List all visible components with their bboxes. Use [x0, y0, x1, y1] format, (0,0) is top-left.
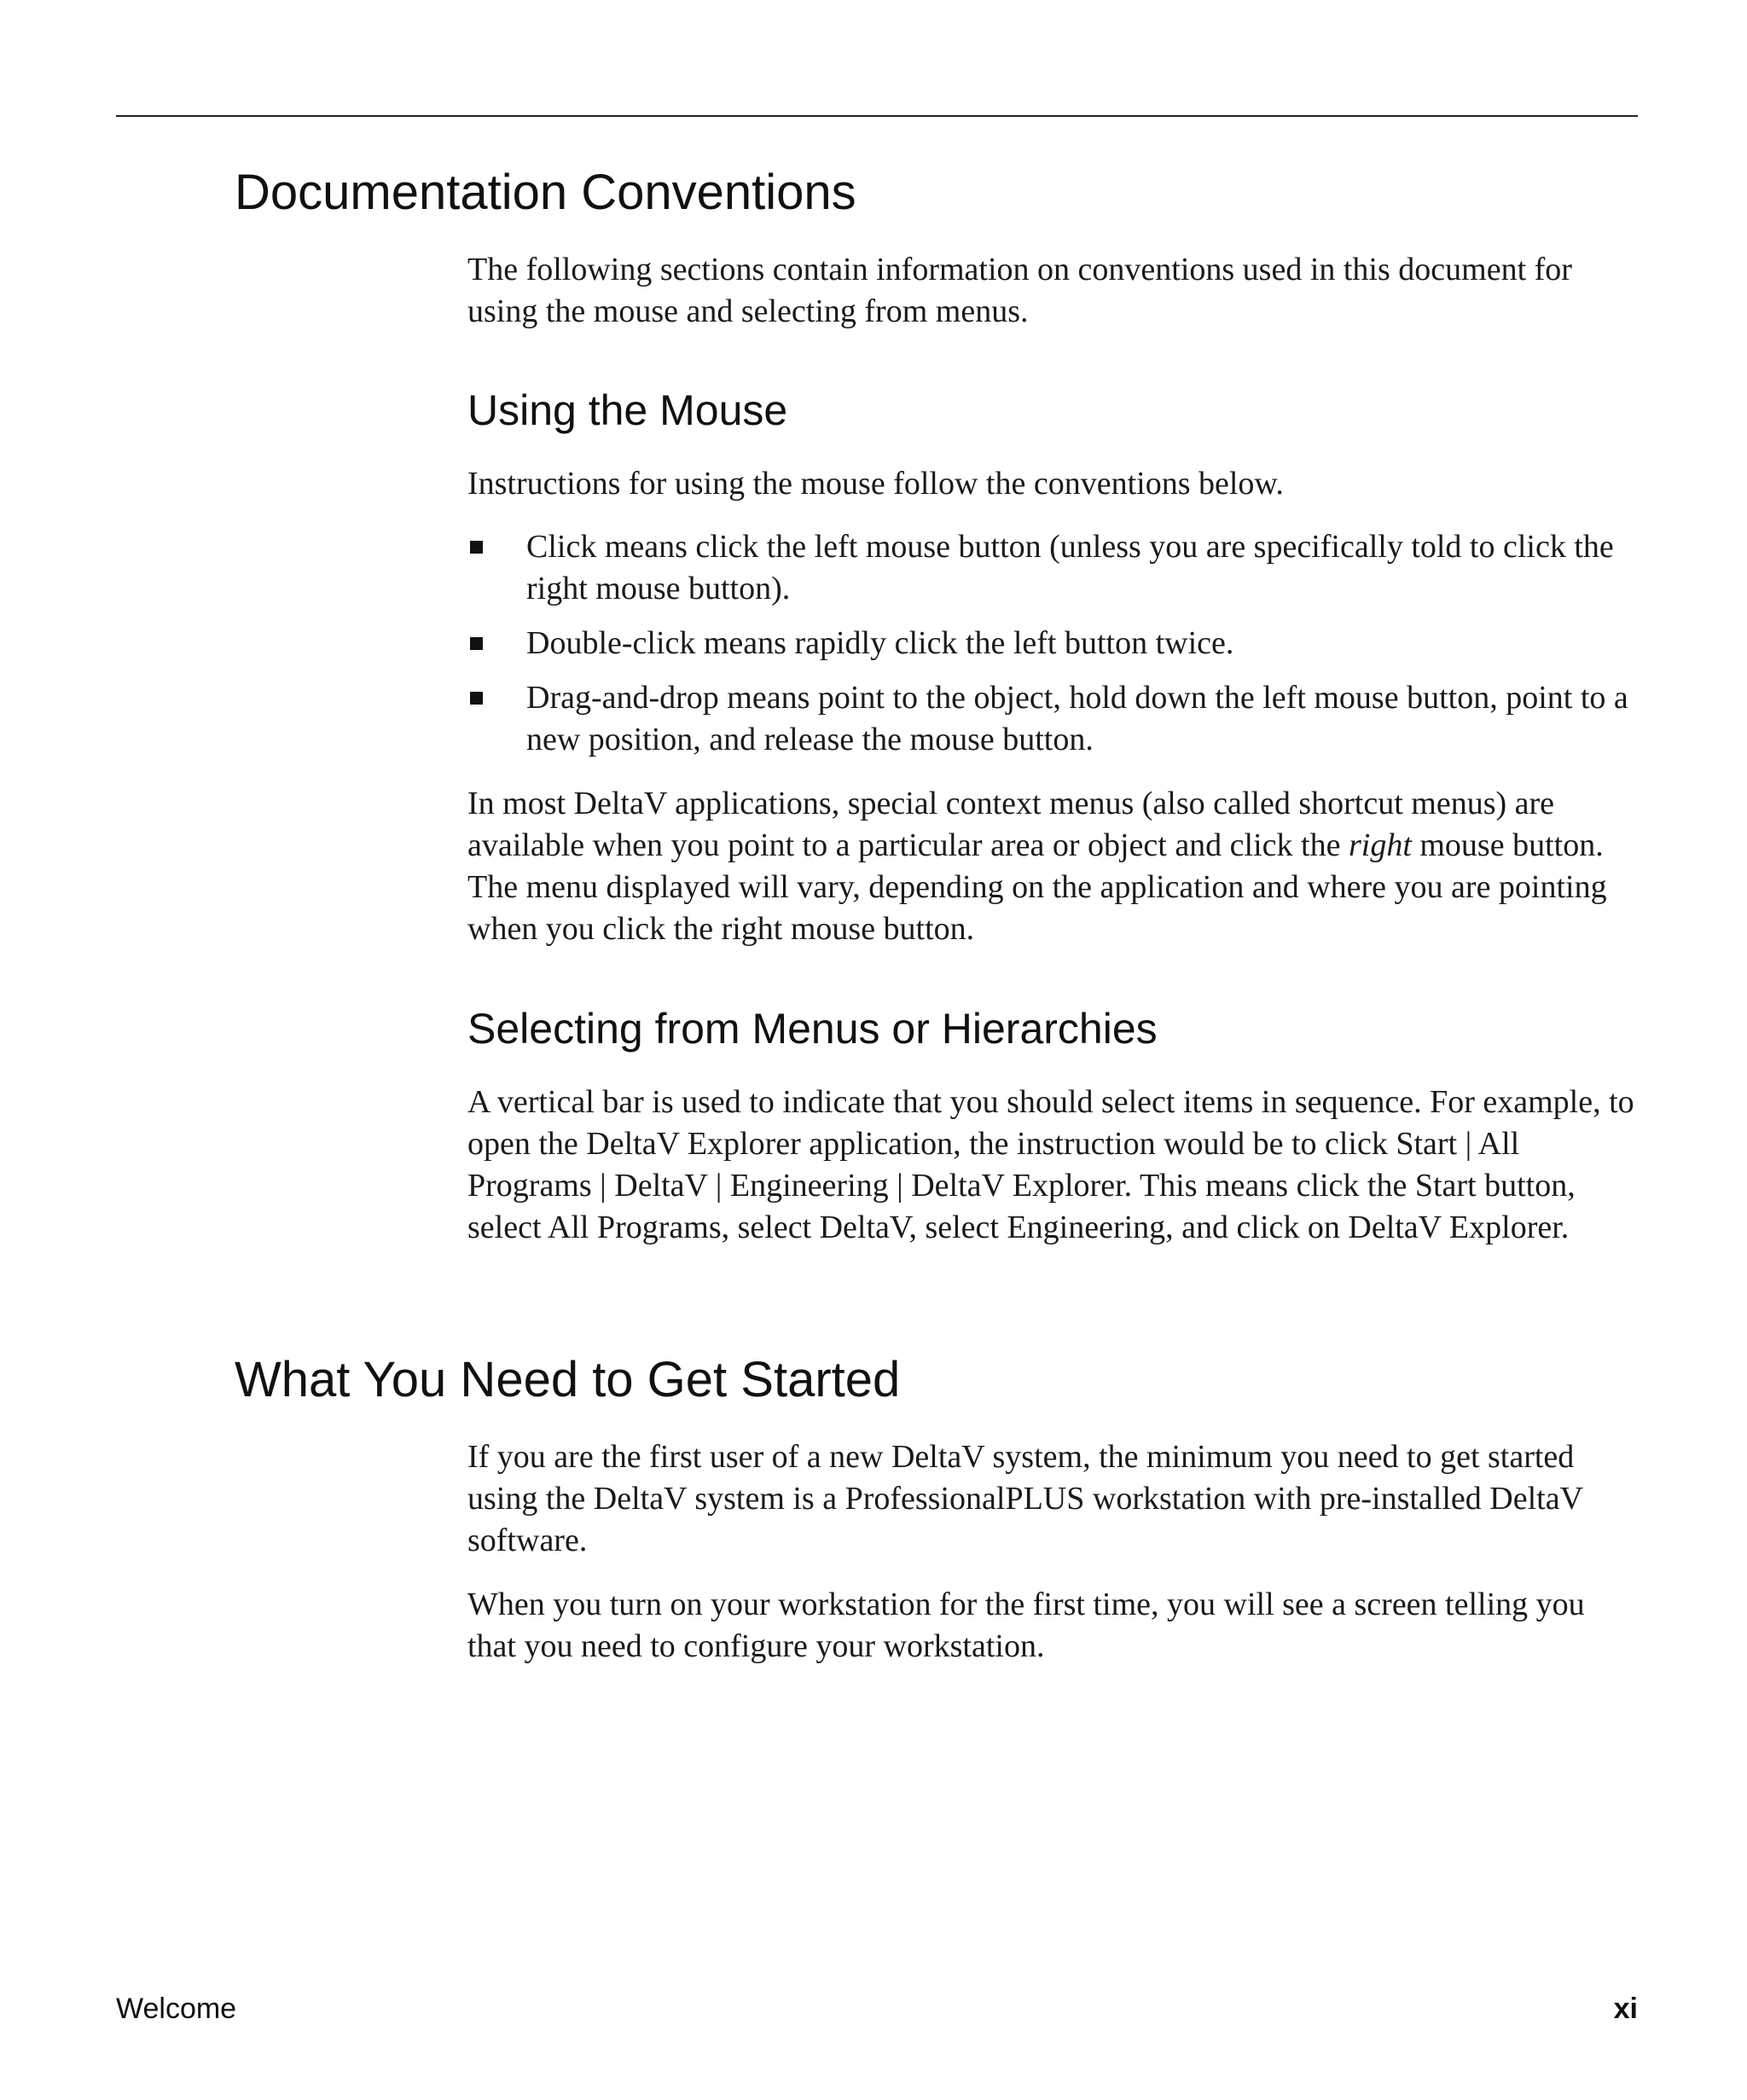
mouse-conventions-list	[467, 526, 1640, 774]
square-bullet-icon	[470, 637, 483, 650]
heading-what-you-need: What You Need to Get Started	[235, 1352, 901, 1407]
list-item	[467, 526, 1640, 610]
list-item-text: Double-click means rapidly click the left button twice.	[526, 625, 1234, 661]
list-item-text: Click means click the left mouse button (unless you are specifically told to click the right mouse button).	[526, 529, 1614, 606]
list-item-text: Drag-and-drop means point to the object, hold down the left mouse button, point to a new position, and release the mouse button.	[526, 680, 1628, 757]
footer-section-name: Welcome	[116, 1993, 237, 2025]
header-rule	[116, 115, 1638, 117]
paragraph-selecting-menus: A vertical bar is used to indicate that you should select items in sequence. For example, to open the DeltaV Explorer application, the instruction would be to click Start | All Programs | DeltaV | Engineering | DeltaV Explorer. This means click the Start button, select All Programs, select DeltaV, select Engineering, and click on DeltaV Explorer.	[467, 1084, 1634, 1245]
context-menus-text-start: In most DeltaV applications, special context menus (also called shortcut menus) are available when you point to a particular area or object and click the	[467, 786, 1555, 863]
footer-page-number: xi	[1613, 1993, 1638, 2025]
heading-using-the-mouse: Using the Mouse	[467, 386, 788, 434]
square-bullet-icon	[470, 541, 483, 554]
paragraph-first-user: If you are the first user of a new DeltaV system, the minimum you need to get started using the DeltaV system is a ProfessionalPLUS workstation with pre-installed DeltaV software.	[467, 1439, 1583, 1558]
paragraph-context-menus	[467, 783, 1640, 950]
paragraph-conventions-intro: The following sections contain information on conventions used in this document for using the mouse and selecting from menus.	[467, 252, 1572, 329]
paragraph-mouse-intro: Instructions for using the mouse follow the conventions below.	[467, 466, 1284, 502]
square-bullet-icon	[470, 692, 483, 705]
emphasis-right: right	[1348, 827, 1412, 863]
heading-selecting-from-menus: Selecting from Menus or Hierarchies	[467, 1005, 1158, 1053]
paragraph-first-time: When you turn on your workstation for the first time, you will see a screen telling you that you need to configure your workstation.	[467, 1587, 1585, 1664]
heading-documentation-conventions: Documentation Conventions	[235, 165, 856, 220]
context-menus-text-end: mouse button. The menu displayed will vary, depending on the application and where you are pointing when you click the right mouse button.	[467, 827, 1607, 947]
list-item	[467, 623, 1640, 664]
list-item	[467, 677, 1640, 761]
